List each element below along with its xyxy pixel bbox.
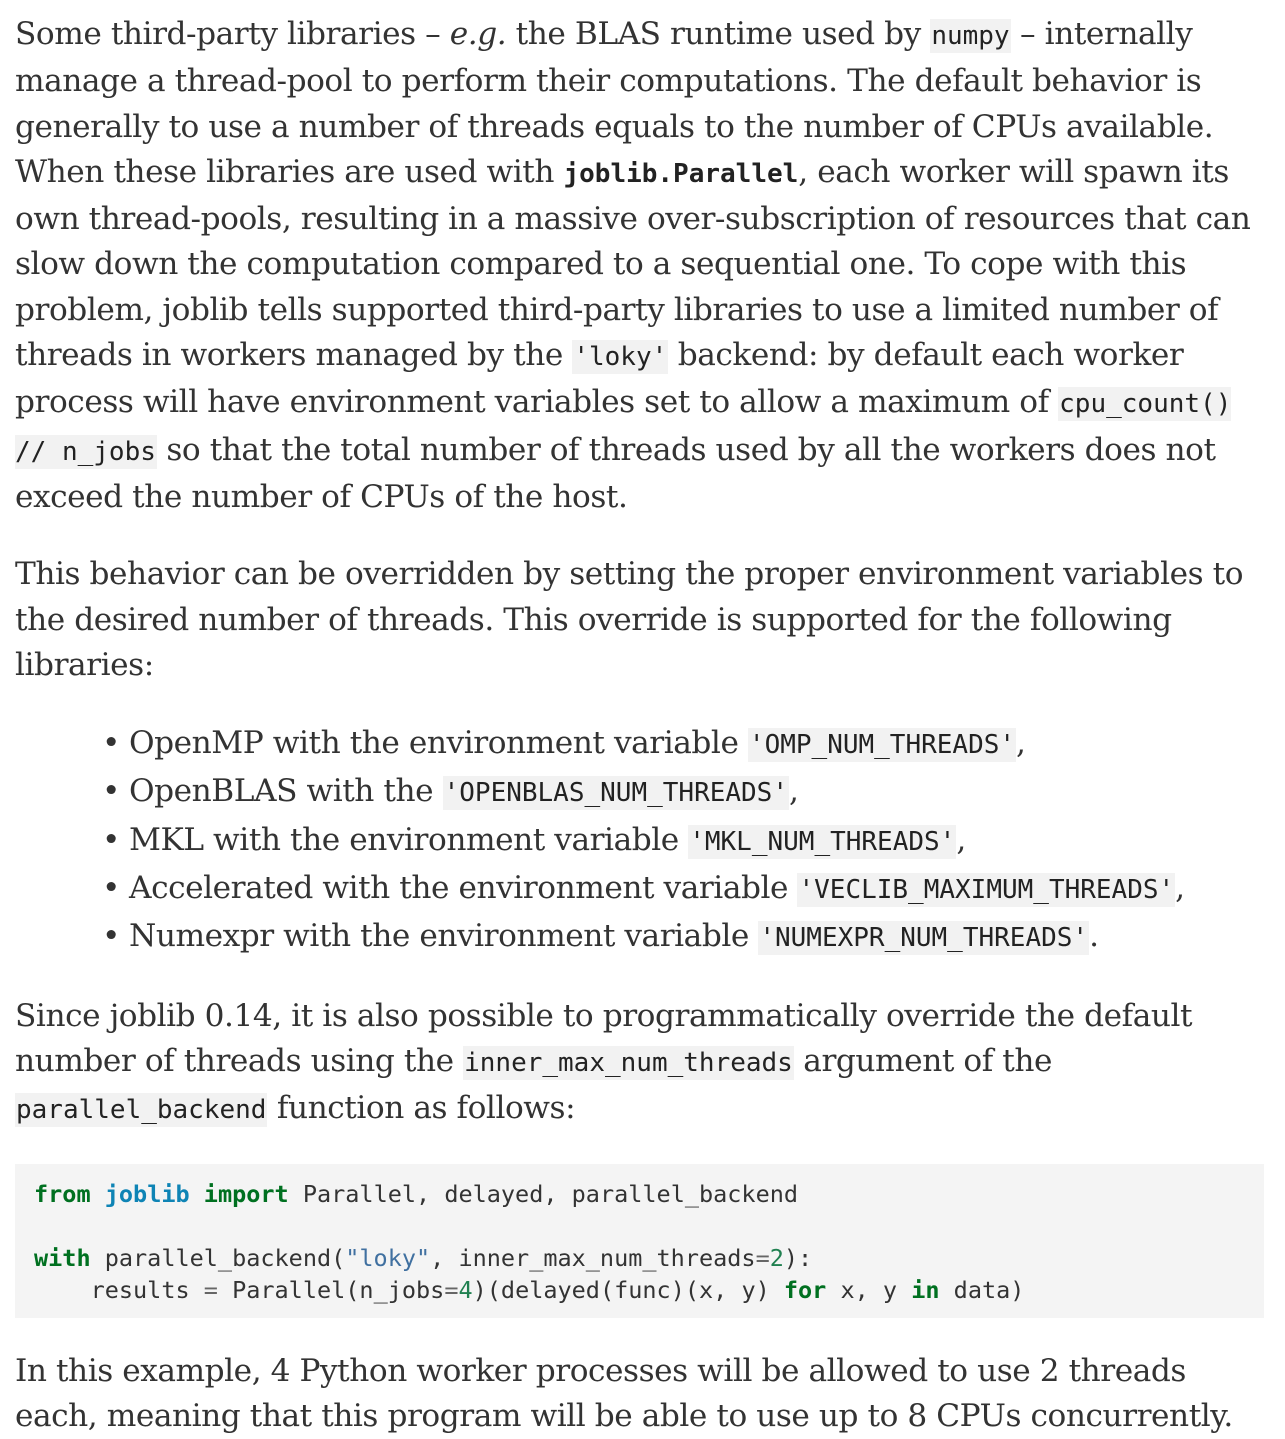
list-item-punct: ,	[1175, 870, 1185, 907]
text-run: Some third-party libraries –	[15, 16, 450, 52]
inline-code-loky: 'loky'	[573, 342, 668, 373]
code-operator: =	[755, 1243, 770, 1272]
code-keyword: from	[34, 1179, 91, 1208]
list-item-punct: ,	[1016, 725, 1026, 762]
code-keyword: import	[203, 1179, 289, 1208]
code-operator: =	[203, 1275, 218, 1304]
code-keyword: in	[911, 1275, 940, 1304]
list-item	[129, 768, 1270, 816]
code-number: 4	[458, 1275, 473, 1304]
code-keyword: with	[34, 1243, 91, 1272]
code-text: )(delayed(func)(x, y)	[472, 1275, 784, 1304]
text-run: function as follows:	[267, 1090, 576, 1127]
list-item-punct: ,	[956, 821, 966, 858]
code-module: joblib	[104, 1179, 190, 1208]
list-item-punct: .	[1089, 918, 1099, 955]
list-item	[129, 720, 1270, 768]
text-run: so that the total number of threads used by all the workers does not exceed the number of CPUs of the host.	[15, 431, 1216, 515]
inline-code-env-var: 'OPENBLAS_NUM_THREADS'	[443, 778, 788, 809]
code-text: data)	[939, 1275, 1025, 1304]
list-item-text: MKL with the environment variable	[129, 821, 689, 858]
code-operator: =	[444, 1275, 459, 1304]
inline-code-env-var: 'MKL_NUM_THREADS'	[689, 826, 956, 857]
paragraph-thread-pools	[15, 12, 1270, 520]
inline-code-env-var: 'OMP_NUM_THREADS'	[748, 730, 1016, 761]
text-run: , each worker will spawn its own thread-pools, resulting in a massive over-subscription of resources that can slow down the computation compared to a sequential one. To cope with this problem, joblib tells supported third-party libraries to use a limited number of threads in workers managed by the	[15, 153, 1251, 374]
code-keyword: for	[783, 1275, 827, 1304]
code-line	[34, 1244, 812, 1272]
text-run: Since joblib 0.14, it is also possible to programmatically override the default number of threads using the	[15, 997, 1193, 1079]
inline-code-env-var: 'NUMEXPR_NUM_THREADS'	[759, 923, 1089, 954]
inline-code-inner-max-num-threads: inner_max_num_threads	[464, 1047, 793, 1078]
code-block[interactable]	[15, 1164, 1264, 1318]
paragraph-programmatic	[15, 994, 1270, 1134]
paragraph-example: In this example, 4 Python worker processes will be allowed to use 2 threads each, meaning that this program will be able to use up to 8 CPUs concurrently.	[15, 1352, 1233, 1434]
library-list	[15, 720, 1270, 961]
text-run: backend: by default each worker process will have environment variables set to allow a maximum of	[15, 337, 1184, 421]
code-text: results	[34, 1275, 204, 1304]
paragraph-override: This behavior can be overridden by setting the proper environment variables to the desired number of threads. This override is supported for the following libraries:	[15, 556, 1244, 683]
list-item	[129, 913, 1270, 961]
inline-code-numpy: numpy	[931, 21, 1010, 51]
inline-code-joblib-parallel[interactable]: joblib.Parallel	[563, 158, 799, 189]
list-item	[129, 817, 1270, 865]
text-run: – internally manage a thread-pool to perform their computations. The default behavior is generally to use a number of threads equals to the number of CPUs available. When these libraries are used with	[15, 16, 1214, 190]
code-line	[34, 1180, 798, 1208]
code-number: 2	[769, 1243, 784, 1272]
inline-code-cpu-count: cpu_count() // n_jobs	[15, 389, 1232, 467]
inline-code-parallel-backend: parallel_backend	[16, 1095, 267, 1126]
code-text: parallel_backend(	[90, 1243, 346, 1272]
list-item-text: Numexpr with the environment variable	[129, 918, 759, 955]
list-item-text: OpenMP with the environment variable	[129, 725, 748, 762]
code-text: Parallel(n_jobs	[217, 1275, 445, 1304]
list-item	[129, 865, 1270, 913]
code-text: ):	[783, 1243, 813, 1272]
code-text: x, y	[826, 1275, 912, 1304]
text-emphasis: e.g.	[449, 16, 507, 52]
code-line	[34, 1276, 1024, 1304]
inline-code-env-var: 'VECLIB_MAXIMUM_THREADS'	[798, 875, 1175, 906]
code-text: Parallel, delayed, parallel_backend	[288, 1179, 799, 1208]
list-item-punct: ,	[788, 773, 799, 810]
code-text: , inner_max_num_threads	[430, 1243, 756, 1272]
list-item-text: OpenBLAS with the	[129, 773, 443, 810]
text-run: the BLAS runtime used by	[506, 16, 931, 52]
list-item-text: Accelerated with the environment variable	[129, 870, 798, 907]
text-run: argument of the	[793, 1042, 1052, 1079]
code-string: "loky"	[345, 1243, 431, 1272]
